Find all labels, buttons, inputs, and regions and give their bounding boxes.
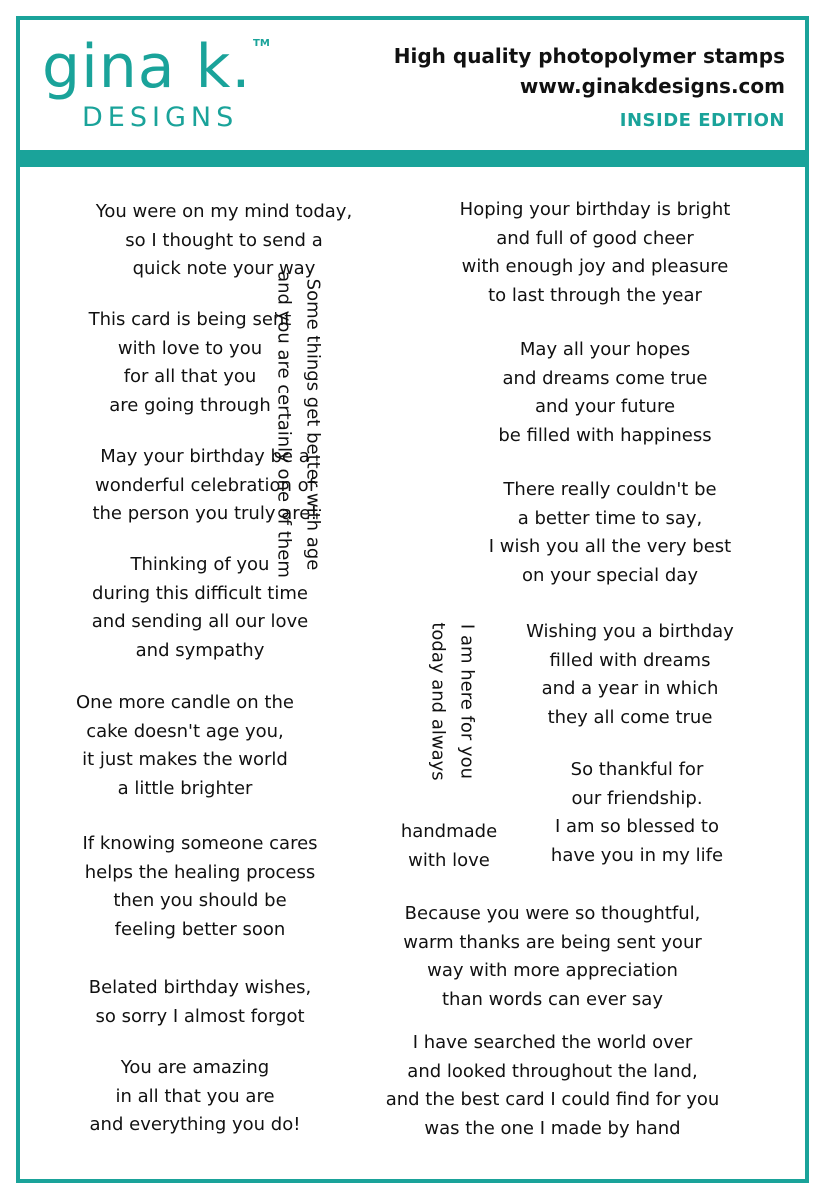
verse-line: during this difficult time	[92, 582, 308, 604]
verse-line: then you should be	[113, 890, 287, 911]
verse-line: they all come true	[547, 706, 713, 728]
verse-better-with-age	[270, 230, 327, 620]
verse-healing	[35, 830, 365, 944]
verse-wishing-birthday	[500, 618, 760, 732]
verse-line: cake doesn't age you,	[86, 720, 284, 742]
verse-line: way with more appreciation	[427, 960, 678, 981]
verse-line: warm thanks are being sent your	[403, 931, 702, 953]
verse-line: wonderful celebration of	[95, 474, 315, 496]
verse-line: was the one I made by hand	[424, 1117, 681, 1139]
verse-line: and a year in which	[541, 678, 719, 699]
verse-line: it just makes the world	[82, 749, 288, 770]
verse-line: Belated birthday wishes,	[88, 977, 312, 998]
verse-line: and full of good cheer	[496, 227, 694, 249]
verse-line: filled with dreams	[549, 649, 711, 671]
verse-line: There really couldn't be	[503, 479, 717, 500]
verse-line: a better time to say,	[517, 507, 703, 529]
brand-logo-sub: DESIGNS	[82, 102, 239, 133]
verse-line: and your future	[534, 396, 676, 417]
verse-line: have you in my life	[550, 844, 724, 866]
brand-logo: gina k.	[42, 32, 252, 102]
verse-candle	[40, 689, 330, 803]
verse-belated	[45, 974, 355, 1031]
verse-line: One more candle on the	[76, 692, 294, 713]
verse-handmade	[385, 818, 513, 875]
website: www.ginakdesigns.com	[519, 74, 785, 98]
verse-line: and sending all our love	[91, 611, 309, 632]
verse-line: a little brighter	[117, 777, 253, 799]
verse-line: with love to you	[117, 337, 263, 359]
verse-line: in all that you are	[115, 1085, 275, 1107]
trademark-mark: TM	[253, 38, 270, 49]
verse-line: and looked throughout the land,	[407, 1060, 698, 1082]
verse-hopes-dreams	[460, 336, 750, 450]
verse-line: our friendship.	[571, 787, 703, 809]
verse-line: today and always	[428, 622, 449, 781]
verse-line: helps the healing process	[84, 861, 316, 883]
verse-line: so sorry I almost forgot	[95, 1005, 305, 1027]
verse-line: with enough joy and pleasure	[461, 256, 729, 277]
verse-line: quick note your way	[132, 258, 316, 279]
verse-line: than words can ever say	[441, 988, 663, 1010]
verse-amazing	[40, 1054, 350, 1140]
verse-line: and everything you do!	[89, 1114, 301, 1135]
verse-line: and you are certainly one of them	[274, 271, 295, 578]
tagline: High quality photopolymer stamps	[393, 44, 785, 68]
verse-thoughtful	[370, 900, 735, 1014]
verse-line: and sympathy	[135, 639, 265, 661]
verse-line: with love	[408, 849, 490, 871]
verse-line: for all that you	[123, 366, 257, 387]
header-band	[20, 150, 805, 167]
verse-line: You are amazing	[120, 1057, 270, 1078]
verse-line: I am here for you	[456, 623, 478, 780]
verse-line: and dreams come true	[502, 367, 708, 389]
verse-line: so I thought to send a	[125, 229, 323, 251]
verse-line: and the best card I could find for you	[385, 1089, 720, 1110]
verse-thankful-friendship	[520, 756, 754, 870]
verse-line: to last through the year	[488, 284, 702, 306]
verse-line: I am so blessed to	[555, 816, 719, 837]
verse-line: Hoping your birthday is bright	[459, 199, 731, 220]
verse-line: I wish you all the very best	[488, 536, 732, 557]
verse-line: on your special day	[522, 564, 698, 586]
verse-line: the person you truly are!	[92, 503, 318, 524]
verse-line: handmade	[400, 821, 498, 842]
edition-label: INSIDE EDITION	[619, 110, 785, 131]
verse-line: Some things get better with age	[302, 278, 324, 571]
verse-here-for-you	[424, 602, 481, 802]
verse-line: Because you were so thoughtful,	[404, 903, 701, 924]
verse-line: You were on my mind today,	[95, 201, 353, 222]
verse-line: I have searched the world over	[412, 1032, 693, 1053]
verse-line: May your birthday be a	[100, 446, 310, 467]
verse-bright-birthday	[435, 196, 755, 310]
verse-line: If knowing someone cares	[82, 833, 318, 854]
verse-line: Thinking of you	[130, 554, 270, 575]
verse-line: This card is being sent	[88, 309, 292, 330]
header	[20, 20, 805, 148]
verse-line: May all your hopes	[519, 339, 691, 360]
verse-better-time	[455, 476, 765, 590]
verse-line: feeling better soon	[114, 918, 286, 940]
verse-line: be filled with happiness	[498, 424, 712, 446]
verse-line: Wishing you a birthday	[526, 621, 734, 642]
verse-searched-world	[350, 1029, 755, 1143]
verse-line: are going through	[109, 394, 271, 416]
verse-mind-today	[64, 198, 384, 284]
verse-line: So thankful for	[570, 759, 704, 780]
